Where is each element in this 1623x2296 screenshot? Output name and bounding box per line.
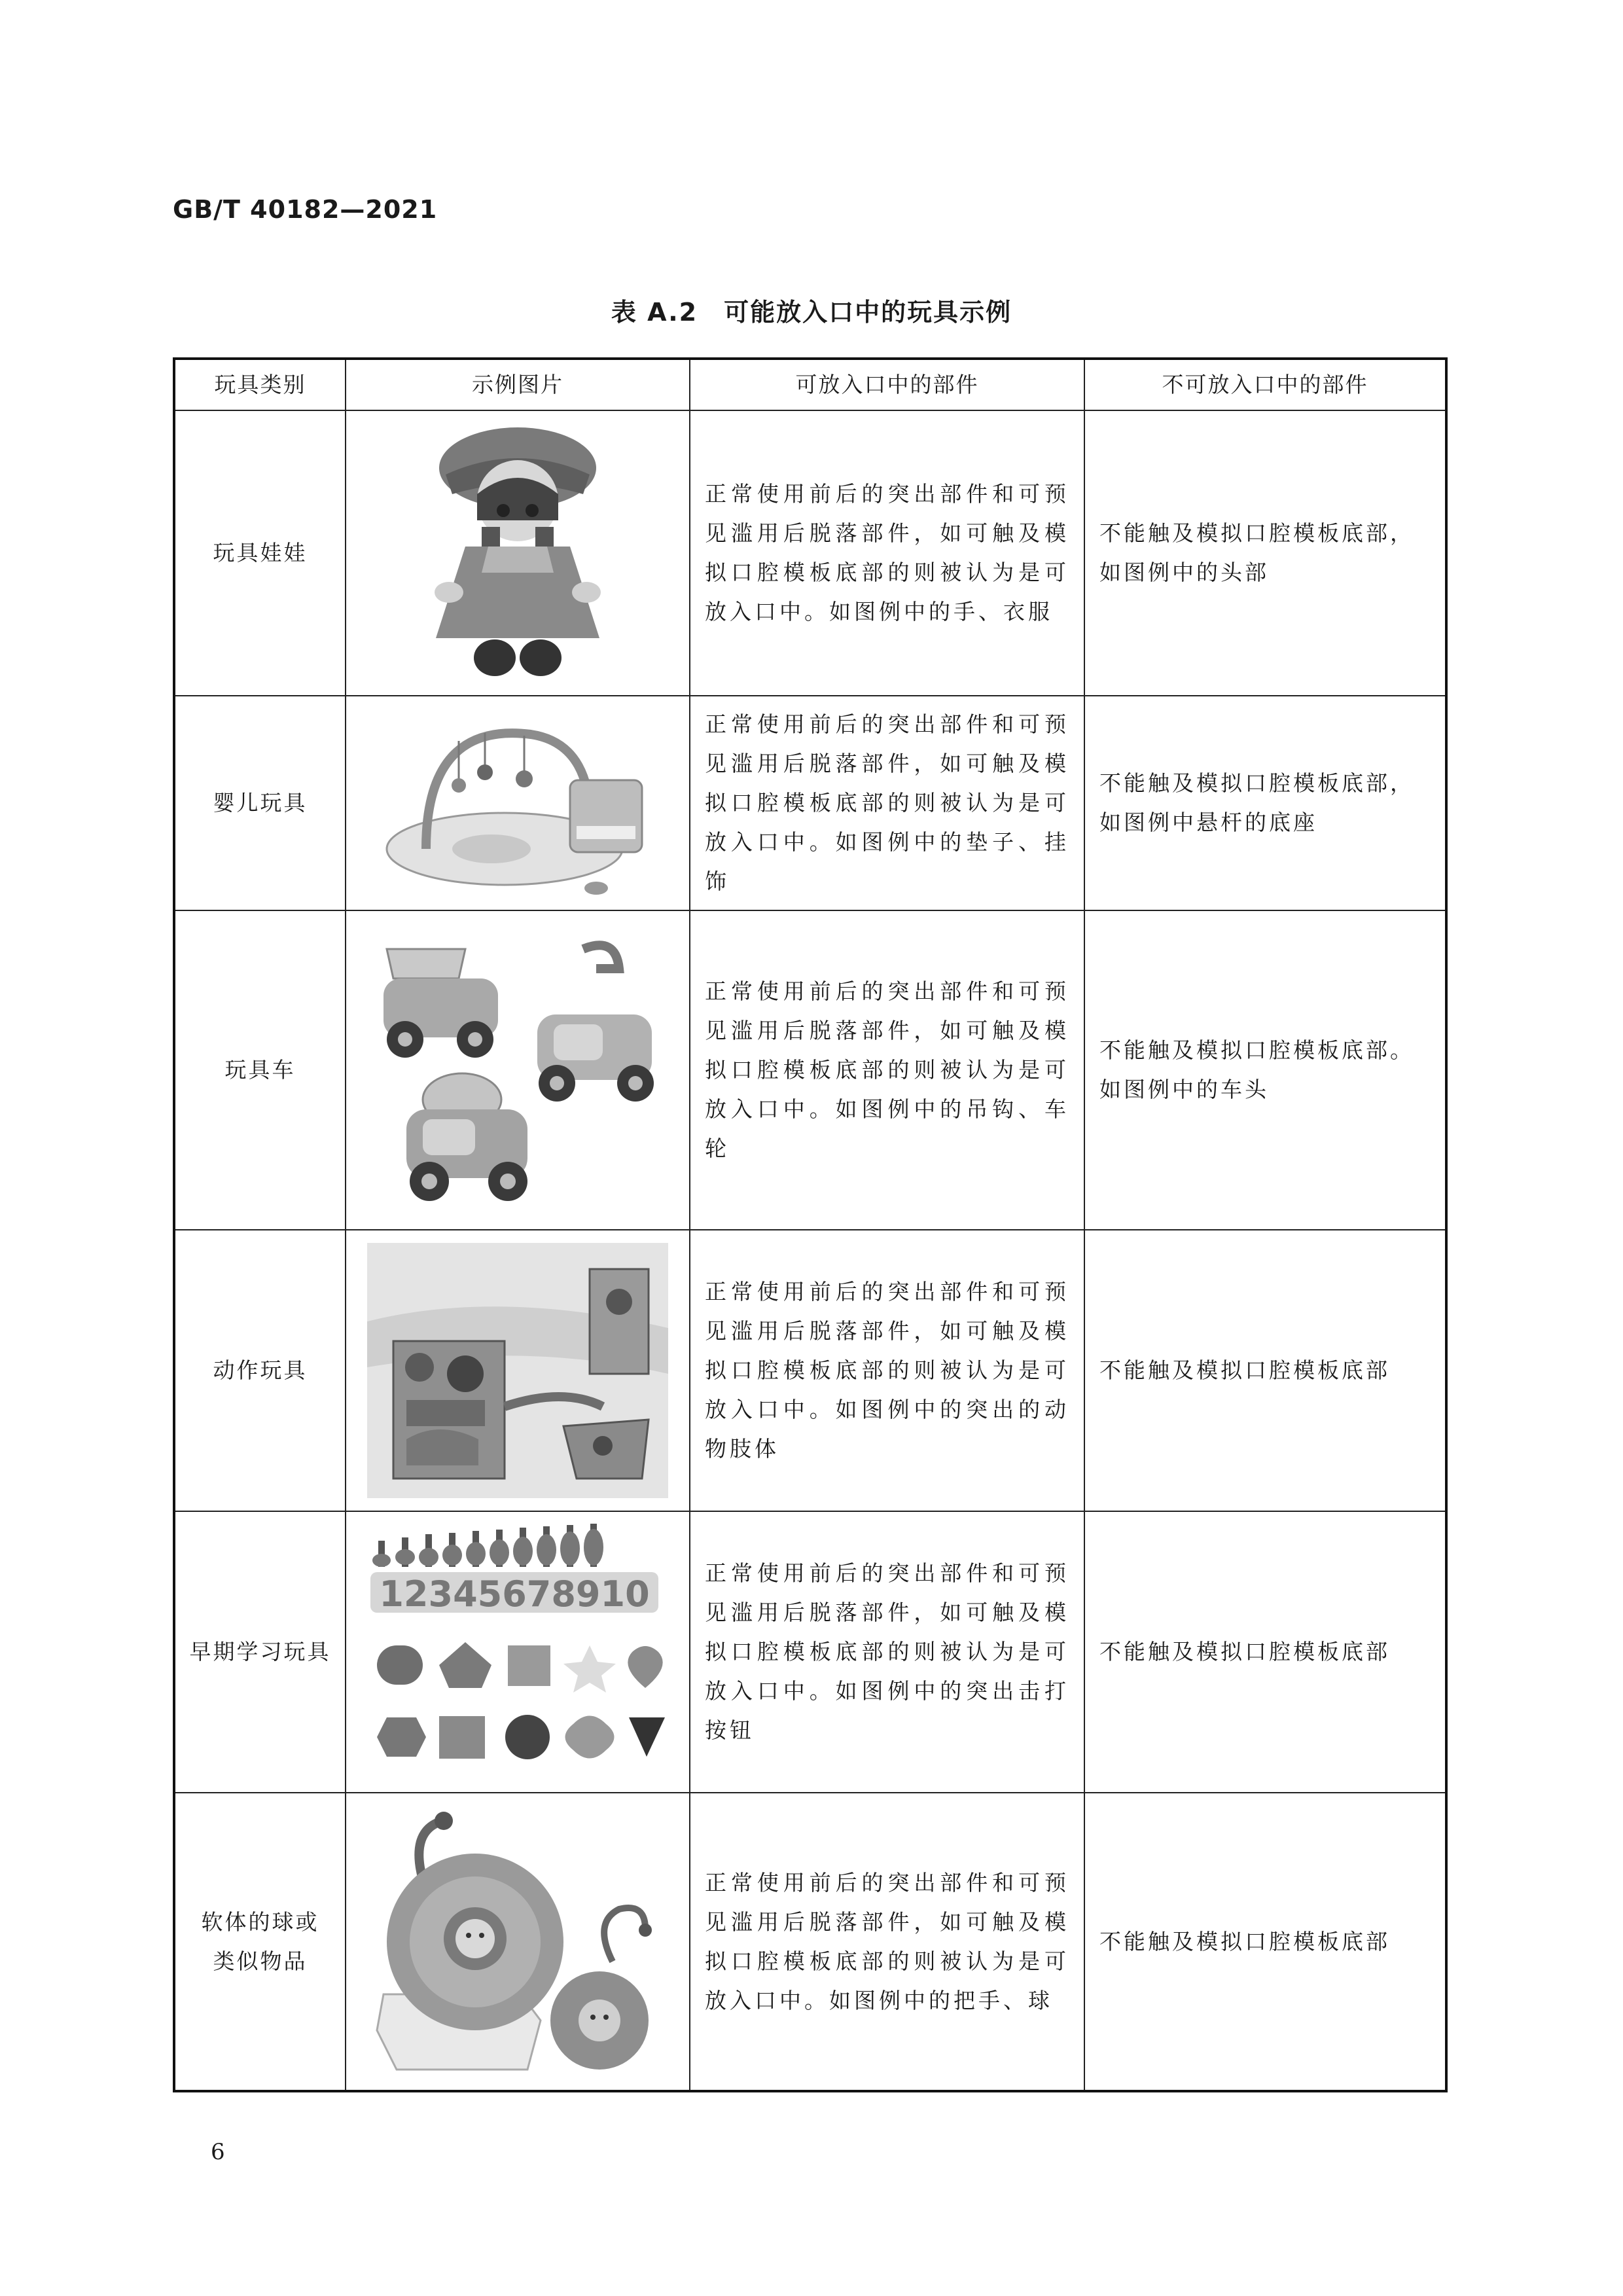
doll-image xyxy=(419,422,616,684)
non-mouthable-parts-cell: 不能触及模拟口腔模板底部，如图例中的头部 xyxy=(1084,410,1446,696)
toy-trucks-image xyxy=(367,923,668,1217)
column-header-category: 玩具类别 xyxy=(174,359,346,410)
toy-examples-table xyxy=(173,357,1448,2092)
table-row xyxy=(174,1793,1446,2091)
category-cell: 动作玩具 xyxy=(174,1230,346,1511)
category-cell: 软体的球或 类似物品 xyxy=(174,1793,346,2091)
mouthable-parts-cell: 正常使用前后的突出部件和可预见滥用后脱落部件，如可触及模拟口腔模板底部的则被认为是可放入口中。如图例中的突出击打按钮 xyxy=(690,1511,1084,1793)
page-number: 6 xyxy=(211,2139,225,2165)
table-header-row xyxy=(174,359,1446,410)
mouthable-parts-cell: 正常使用前后的突出部件和可预见滥用后脱落部件，如可触及模拟口腔模板底部的则被认为是可放入口中。如图例中的吊钩、车轮 xyxy=(690,910,1084,1230)
table-row xyxy=(174,910,1446,1230)
standard-code: GB/T 40182—2021 xyxy=(173,195,438,224)
cloth-book-image xyxy=(367,1243,668,1498)
column-header-non-mouthable: 不可放入口中的部件 xyxy=(1084,359,1446,410)
non-mouthable-parts-cell: 不能触及模拟口腔模板底部 xyxy=(1084,1230,1446,1511)
number-shape-puzzle-image xyxy=(364,1521,671,1783)
table-title: 表 A.2 可能放入口中的玩具示例 xyxy=(611,298,1012,327)
category-cell: 婴儿玩具 xyxy=(174,696,346,910)
table-row xyxy=(174,410,1446,696)
example-image-cell xyxy=(346,1511,690,1793)
example-image-cell xyxy=(346,1793,690,2091)
example-image-cell xyxy=(346,696,690,910)
example-image-cell xyxy=(346,1230,690,1511)
mouthable-parts-cell: 正常使用前后的突出部件和可预见滥用后脱落部件，如可触及模拟口腔模板底部的则被认为是可放入口中。如图例中的手、衣服 xyxy=(690,410,1084,696)
example-image-cell xyxy=(346,910,690,1230)
table-row xyxy=(174,1511,1446,1793)
table-row xyxy=(174,1230,1446,1511)
category-cell: 玩具娃娃 xyxy=(174,410,346,696)
non-mouthable-parts-cell: 不能触及模拟口腔模板底部 xyxy=(1084,1793,1446,2091)
mouthable-parts-cell: 正常使用前后的突出部件和可预见滥用后脱落部件，如可触及模拟口腔模板底部的则被认为是可放入口中。如图例中的把手、球 xyxy=(690,1793,1084,2091)
svg-text:12345678910: 12345678910 xyxy=(379,1573,650,1615)
mouthable-parts-cell: 正常使用前后的突出部件和可预见滥用后脱落部件，如可触及模拟口腔模板底部的则被认为是可放入口中。如图例中的突出的动物肢体 xyxy=(690,1230,1084,1511)
mouthable-parts-cell: 正常使用前后的突出部件和可预见滥用后脱落部件，如可触及模拟口腔模板底部的则被认为是可放入口中。如图例中的垫子、挂饰 xyxy=(690,696,1084,910)
category-cell: 玩具车 xyxy=(174,910,346,1230)
column-header-mouthable: 可放入口中的部件 xyxy=(690,359,1084,410)
baby-play-gym-image xyxy=(380,708,655,898)
column-header-image: 示例图片 xyxy=(346,359,690,410)
table-row xyxy=(174,696,1446,910)
non-mouthable-parts-cell: 不能触及模拟口腔模板底部，如图例中悬杆的底座 xyxy=(1084,696,1446,910)
soft-balls-image xyxy=(370,1804,665,2079)
non-mouthable-parts-cell: 不能触及模拟口腔模板底部 xyxy=(1084,1511,1446,1793)
category-cell: 早期学习玩具 xyxy=(174,1511,346,1793)
example-image-cell xyxy=(346,410,690,696)
non-mouthable-parts-cell: 不能触及模拟口腔模板底部。如图例中的车头 xyxy=(1084,910,1446,1230)
